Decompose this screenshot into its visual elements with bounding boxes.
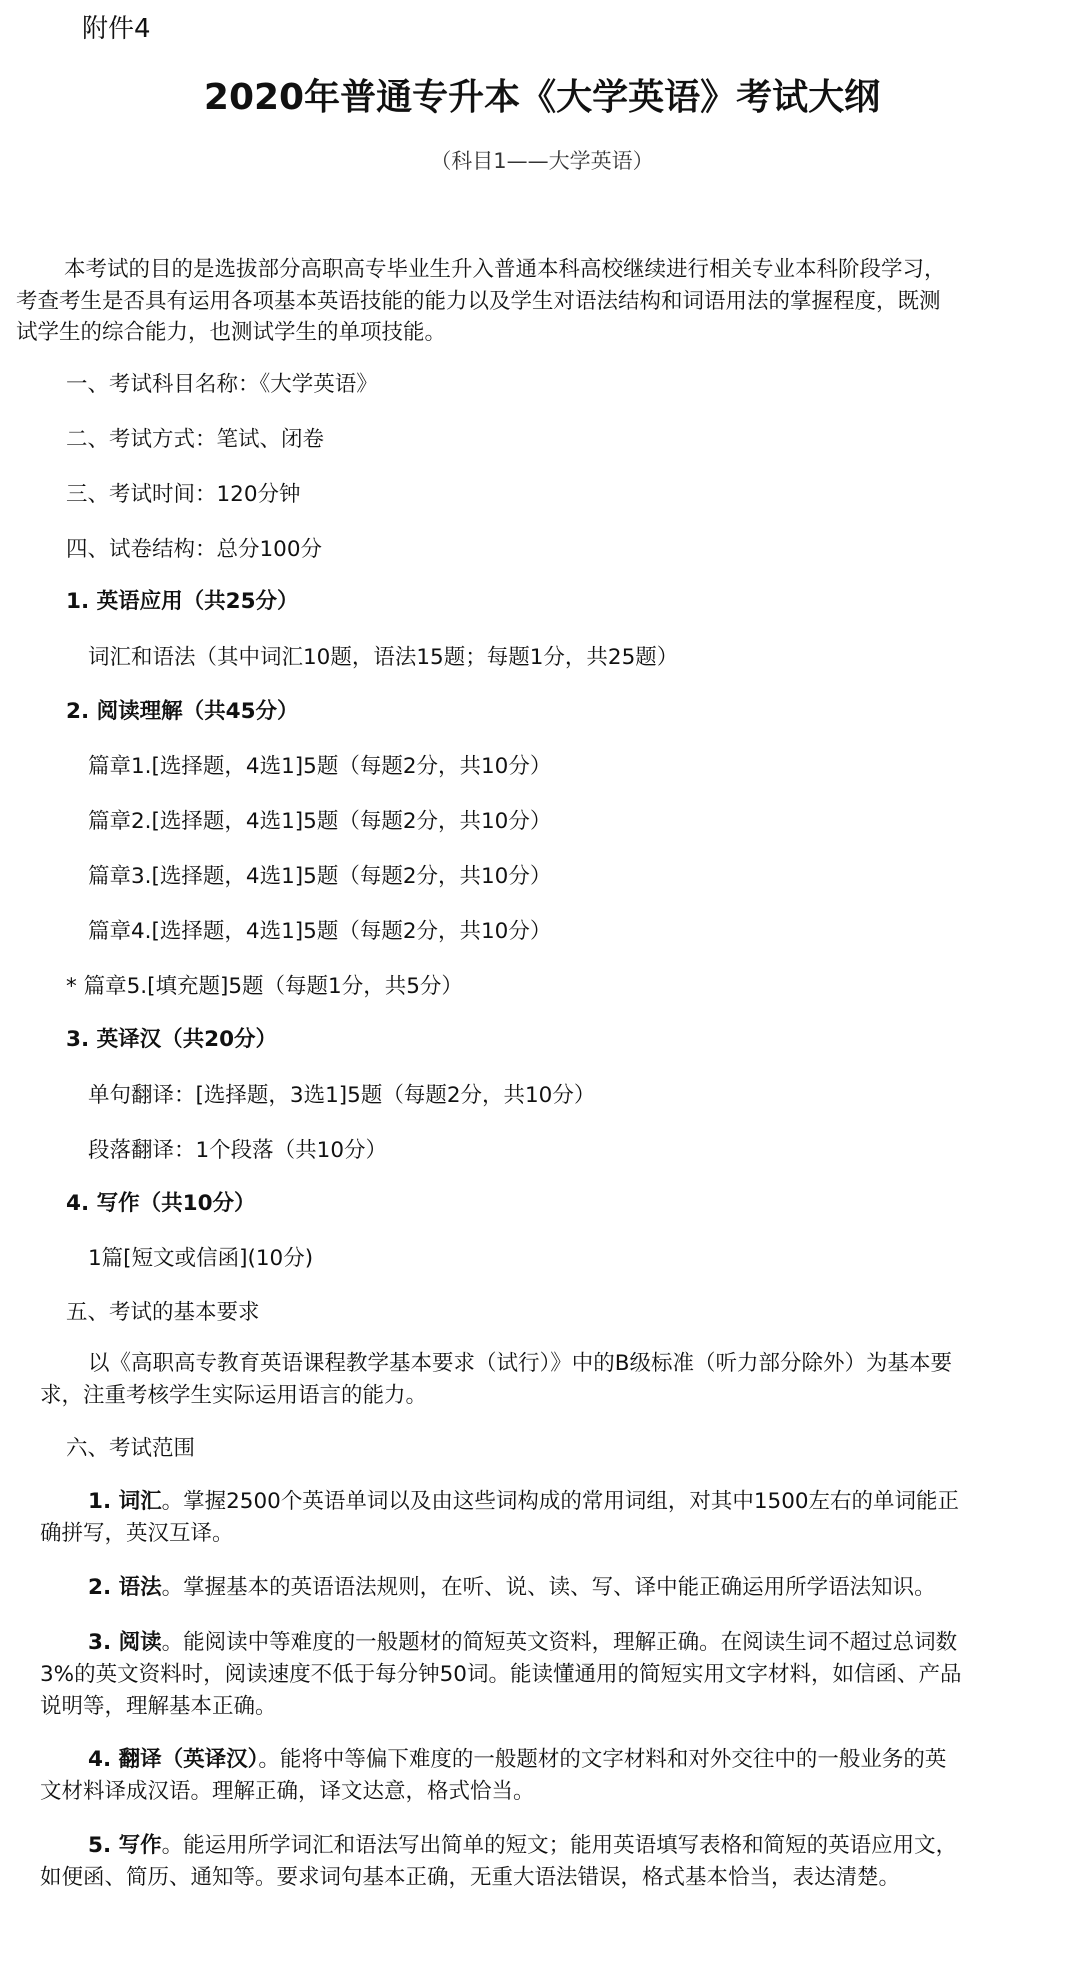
scope-line <box>88 1831 957 1861</box>
scope-line: 确拼写，英汉互译。 <box>40 1521 234 1546</box>
scope-text: 。能运用所学词汇和语法写出简单的短文；能用英语填写表格和简短的英语应用文， <box>161 1833 958 1858</box>
scope-text: 。能阅读中等难度的一般题材的简短英文资料，理解正确。在阅读生词不超过总词数 <box>161 1630 958 1655</box>
section-heading-time: 三、考试时间：120分钟 <box>66 482 301 507</box>
document-subtitle: （科目1——大学英语） <box>430 149 654 173</box>
intro-line: 考查考生是否具有运用各项基本英语技能的能力以及学生对语法结构和词语用法的掌握程度，既测 <box>16 289 941 314</box>
section-heading-requirements: 五、考试的基本要求 <box>66 1300 260 1325</box>
scope-line: 如便函、简历、通知等。要求词句基本正确，无重大语法错误，格式基本恰当，表达清楚。 <box>40 1865 901 1890</box>
part-item: 单句翻译：[选择题，3选1]5题（每题2分，共10分） <box>88 1083 596 1108</box>
part-item: 篇章1.[选择题，4选1]5题（每题2分，共10分） <box>88 754 552 779</box>
scope-lead: 3. 阅读 <box>88 1630 162 1655</box>
part-item: 篇章4.[选择题，4选1]5题（每题2分，共10分） <box>88 919 552 944</box>
document-title: 2020年普通专升本《大学英语》考试大纲 <box>203 77 881 118</box>
part-heading-reading: 2. 阅读理解（共45分） <box>66 699 299 724</box>
intro-line: 试学生的综合能力，也测试学生的单项技能。 <box>16 320 447 345</box>
part-item: 篇章2.[选择题，4选1]5题（每题2分，共10分） <box>88 809 552 834</box>
scope-lead: 4. 翻译（英译汉） <box>88 1747 259 1772</box>
scope-text: 。掌握基本的英语语法规则，在听、说、读、写、译中能正确运用所学语法知识。 <box>161 1575 936 1600</box>
section-heading-subject: 一、考试科目名称：《大学英语》 <box>66 372 378 397</box>
scope-line: 文材料译成汉语。理解正确，译文达意，格式恰当。 <box>40 1779 535 1804</box>
scope-lead: 5. 写作 <box>88 1833 162 1858</box>
scope-line <box>88 1487 959 1517</box>
part-item: 篇章3.[选择题，4选1]5题（每题2分，共10分） <box>88 864 552 889</box>
scope-line <box>88 1745 946 1775</box>
part-heading-writing: 4. 写作（共10分） <box>66 1191 256 1216</box>
intro-line: 本考试的目的是选拔部分高职高专毕业生升入普通本科高校继续进行相关专业本科阶段学习， <box>64 257 946 282</box>
section-heading-method: 二、考试方式：笔试、闭卷 <box>66 427 325 452</box>
scope-text: 。能将中等偏下难度的一般题材的文字材料和对外交往中的一般业务的英 <box>258 1747 947 1772</box>
scope-line <box>88 1628 957 1658</box>
part-item: * 篇章5.[填充题]5题（每题1分，共5分） <box>66 974 463 999</box>
section-heading-scope: 六、考试范围 <box>66 1436 196 1461</box>
requirements-line: 以《高职高专教育英语课程教学基本要求（试行）》中的B级标准（听力部分除外）为基本要 <box>88 1351 953 1376</box>
attachment-label: 附件4 <box>82 14 151 44</box>
requirements-line: 求，注重考核学生实际运用语言的能力。 <box>40 1383 428 1408</box>
scope-lead: 2. 语法 <box>88 1575 162 1600</box>
scope-line: 说明等，理解基本正确。 <box>40 1694 277 1719</box>
scope-line <box>88 1573 936 1603</box>
scope-text: 。掌握2500个英语单词以及由这些词构成的常用词组，对其中1500左右的单词能正 <box>161 1489 960 1514</box>
part-item: 词汇和语法（其中词汇10题，语法15题；每题1分，共25题） <box>88 645 679 670</box>
part-heading-translation: 3. 英译汉（共20分） <box>66 1027 278 1052</box>
part-heading-usage: 1. 英语应用（共25分） <box>66 589 299 614</box>
scope-line: 3%的英文资料时，阅读速度不低于每分钟50词。能读懂通用的简短实用文字材料，如信函、产品 <box>40 1662 962 1687</box>
scope-lead: 1. 词汇 <box>88 1489 162 1514</box>
part-item: 1篇[短文或信函](10分) <box>88 1246 314 1271</box>
section-heading-structure: 四、试卷结构：总分100分 <box>66 537 323 562</box>
part-item: 段落翻译：1个段落（共10分） <box>88 1138 388 1163</box>
